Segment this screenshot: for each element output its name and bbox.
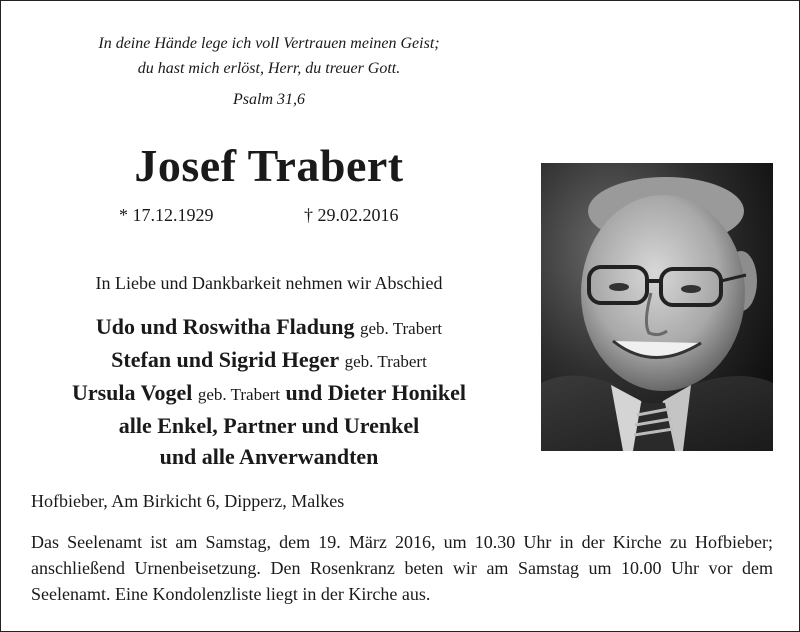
mourner-name: Ursula Vogel: [71, 380, 193, 405]
family-address: Hofbieber, Am Birkicht 6, Dipperz, Malkes: [31, 491, 345, 511]
mourner-group: und alle Anverwandten: [159, 444, 379, 469]
mourner-group: alle Enkel, Partner und Urenkel: [118, 413, 420, 438]
death-date: 29.02.2016: [317, 205, 399, 225]
birth-star-icon: *: [119, 205, 128, 225]
mourner-line-1: [1, 311, 537, 344]
mourner-line-2: [1, 344, 537, 377]
funeral-notice: Das Seelenamt ist am Samstag, dem 19. März 2016, um 10.30 Uhr in der Kirche zu Hofbieber; anschließend Urnenbeisetzung. Den Rosenkranz beten wir am Samstag um 10.00 Uhr vor dem Seelenamt. Eine Kondolenzliste liegt in der Kirche aus.: [31, 532, 773, 604]
mourner-name: Udo und Roswitha Fladung: [95, 314, 355, 339]
maiden-name-note: geb. Trabert: [359, 319, 443, 338]
death-cross-icon: †: [304, 205, 313, 225]
deceased-name: Josef Trabert: [134, 140, 404, 191]
mourner-line-4: [1, 410, 537, 441]
mourner-name: und Dieter Honikel: [285, 380, 467, 405]
mourner-line-5: [1, 441, 537, 472]
verse-line-2: du hast mich erlöst, Herr, du treuer Gott.: [137, 60, 401, 77]
mourner-line-3: [1, 377, 537, 410]
farewell-intro: In Liebe und Dankbarkeit nehmen wir Abschied: [95, 273, 443, 293]
maiden-name-note: geb. Trabert: [344, 352, 427, 371]
maiden-name-note: geb. Trabert: [197, 385, 281, 404]
death-date-line: [304, 205, 399, 226]
mourner-name: Stefan und Sigrid Heger: [111, 347, 340, 372]
bible-verse: [1, 31, 537, 112]
verse-line-1: In deine Hände lege ich voll Vertrauen meinen Geist;: [98, 35, 440, 52]
mourners-list: [1, 311, 537, 472]
birth-date: 17.12.1929: [132, 205, 214, 225]
verse-source: Psalm 31,6: [233, 91, 305, 108]
portrait-photo: [541, 163, 773, 451]
birth-date-line: [119, 205, 214, 226]
